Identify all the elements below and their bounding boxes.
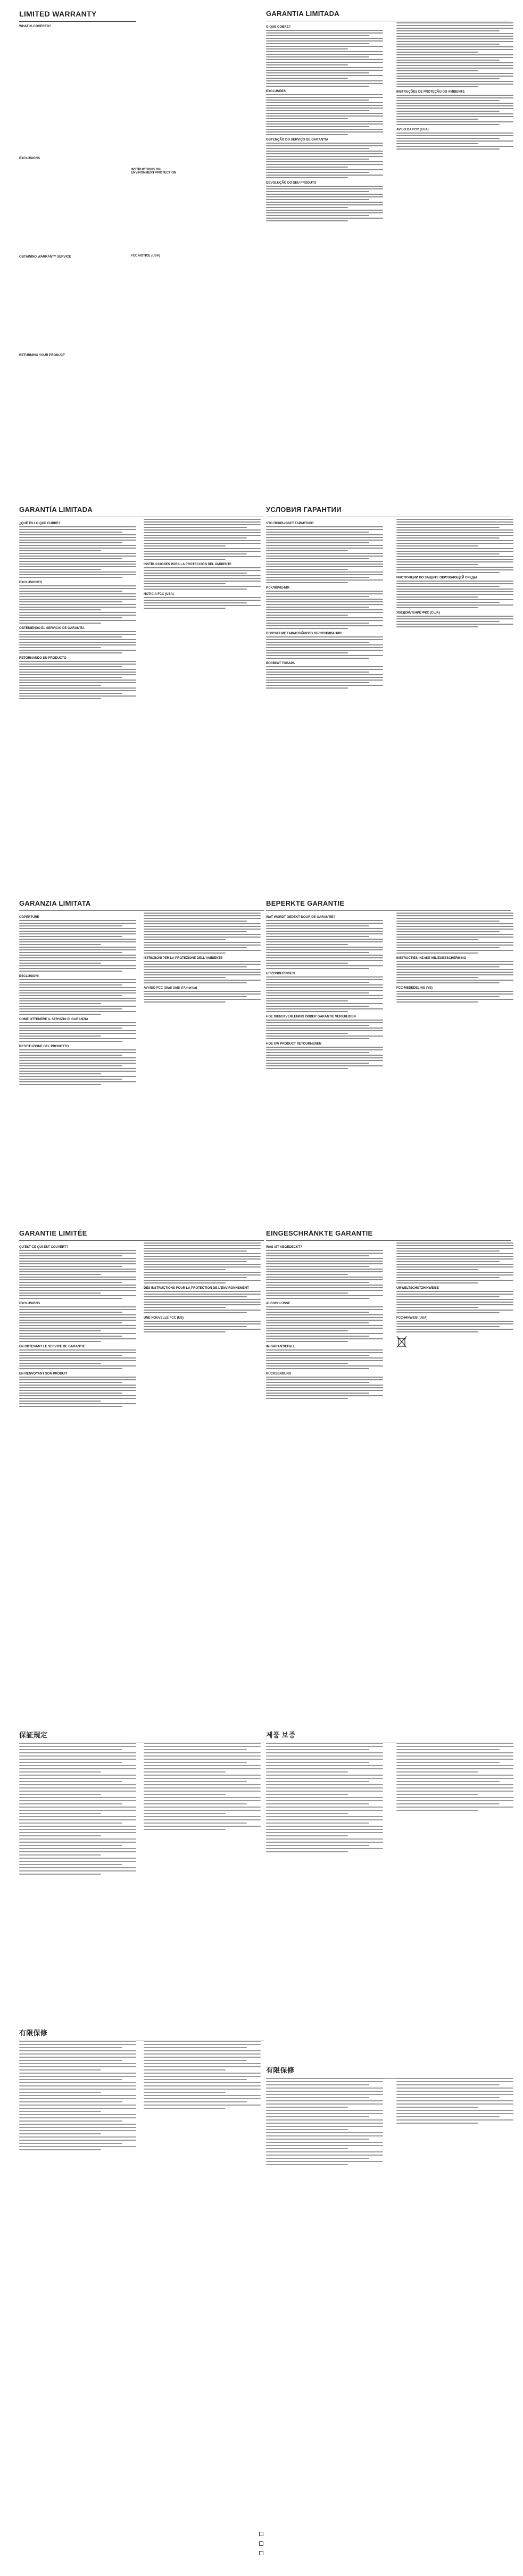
es-col-1 — [19, 519, 136, 701]
nl-body-6 — [396, 961, 513, 983]
it-body-2 — [19, 979, 136, 1015]
de-body-6 — [396, 1291, 513, 1313]
de-divider — [266, 1240, 511, 1241]
nl-body-2 — [266, 976, 383, 1012]
de-heading-env: UMWELTSCHUTZHINWEISE — [396, 1287, 439, 1290]
en-heading-returning: RETURNING YOUR PRODUCT — [19, 354, 65, 357]
es-heading-exclusions: EXCLUSIONES — [19, 581, 43, 584]
es-body-3 — [19, 631, 136, 653]
ru-col-1 — [266, 519, 383, 690]
nl-heading-env: INSTRUCTIES INZAKE MILIEUBESCHERMING — [396, 957, 467, 960]
fr-title: GARANTIE LIMITÉE — [19, 1229, 87, 1237]
ko-title: 제품 보증 — [266, 1731, 296, 1739]
it-body-4 — [19, 1049, 136, 1085]
es-title: GARANTÍA LIMITADA — [19, 506, 93, 513]
de-heading-obtaining: IM GARANTIEFALL — [266, 1345, 295, 1348]
french-section — [19, 1229, 264, 1244]
zt-col-1 — [266, 2078, 383, 2167]
ru-heading-covered: ЧТО ПОКРЫВАЕТ ГАРАНТИЯ? — [266, 522, 314, 525]
jp-body-2 — [144, 1743, 261, 1830]
es-body-6 — [144, 567, 261, 590]
nl-body-5 — [396, 913, 513, 954]
de-heading-fcc: FCC-HINWEIS (USA) — [396, 1316, 428, 1320]
es-body-7 — [144, 597, 261, 609]
ko-body-1 — [266, 1743, 383, 1852]
en-heading-covered: WHAT IS COVERED? — [19, 25, 51, 28]
es-body-2 — [19, 585, 136, 624]
zt-body-1 — [266, 2078, 383, 2165]
pt-body-7 — [396, 132, 513, 150]
fr-body-7 — [144, 1321, 261, 1332]
de-title: EINGESCHRÄNKTE GARANTIE — [266, 1229, 373, 1237]
nl-body-7 — [396, 991, 513, 1003]
weee-bin-svg — [396, 1336, 407, 1348]
german-section — [266, 1229, 511, 1244]
ru-heading-fcc: УВЕДОМЛЕНИЕ ФКС (США) — [396, 611, 440, 615]
ru-heading-returning: ВОЗВРАТ ТОВАРА — [266, 662, 295, 665]
pt-heading-env: INSTRUÇÕES DE PROTEÇÃO DO AMBIENTE — [396, 90, 465, 94]
fr-divider — [19, 1240, 264, 1241]
fr-heading-env: DES INSTRUCTIONS POUR LA PROTECTION DE L'ENVIRONNEMENT — [144, 1287, 249, 1290]
jp-title: 保証規定 — [19, 1731, 48, 1739]
english-section — [19, 10, 136, 29]
dutch-section — [266, 899, 511, 914]
nl-col-1 — [266, 913, 383, 1071]
jp-col-2 — [144, 1743, 261, 1832]
ru-heading-env: ИНСТРУКЦИИ ПО ЗАЩИТЕ ОКРУЖАЮЩЕЙ СРЕДЫ — [396, 576, 477, 579]
es-heading-covered: ¿QUÉ ES LO QUE CUBRE? — [19, 522, 61, 525]
it-heading-fcc: AVVISO FCC (Stati Uniti d'America) — [144, 987, 197, 990]
es-heading-obtaining: OBTENIENDO EL SERVICIO DE GARANTÍA — [19, 627, 85, 630]
de-heading-covered: WAS IST ABGEDECKT? — [266, 1246, 302, 1249]
de-col-1 — [266, 1243, 383, 1401]
pt-heading-obtaining: OBTENÇÃO DO SERVIÇO DE GARANTIA — [266, 138, 328, 142]
es-heading-fcc: NOTICIA FCC (USA) — [144, 593, 174, 596]
pt-col-2 — [396, 22, 513, 151]
pt-body-4 — [266, 186, 383, 221]
it-heading-covered: COPERTURE — [19, 916, 39, 919]
es-body-1 — [19, 526, 136, 578]
fr-heading-covered: QU'EST-CE QUI EST COUVERT? — [19, 1246, 69, 1249]
pt-heading-returning: DEVOLUÇÃO DO SEU PRODUTO — [266, 181, 317, 185]
en-heading-fcc: FCC NOTICE (USA) — [131, 254, 160, 258]
es-heading-returning: RETORNANDO SU PRODUCTO — [19, 657, 67, 660]
it-col-1 — [19, 913, 136, 1087]
it-col-2 — [144, 913, 261, 1004]
footer-checkbox-3 — [259, 2551, 263, 2555]
spanish-section — [19, 506, 264, 520]
ru-body-6 — [396, 581, 513, 608]
fr-body-5 — [144, 1243, 261, 1283]
fr-heading-obtaining: EN OBTENANT LE SERVICE DE GARANTIE — [19, 1345, 85, 1348]
zh-body-2 — [144, 2041, 261, 2109]
fr-body-6 — [144, 1291, 261, 1313]
nl-body-1 — [266, 920, 383, 969]
weee-bin-icon — [396, 1336, 513, 1351]
fr-body-2 — [19, 1306, 136, 1342]
ko-col-2 — [396, 1743, 513, 1813]
de-body-4 — [266, 1377, 383, 1399]
de-body-1 — [266, 1250, 383, 1299]
it-body-7 — [144, 991, 261, 1003]
de-col-2 — [396, 1243, 513, 1351]
fr-body-4 — [19, 1377, 136, 1407]
de-body-3 — [266, 1349, 383, 1369]
es-body-5 — [144, 519, 261, 560]
nl-col-2 — [396, 913, 513, 1004]
en-title-divider — [19, 21, 136, 22]
zt-title: 有限保修 — [266, 2066, 295, 2074]
zh-col-1 — [19, 2041, 136, 2152]
ru-body-4 — [266, 666, 383, 689]
it-body-6 — [144, 961, 261, 983]
ru-col-2 — [396, 519, 513, 629]
it-heading-env: ISTRUZIONI PER LA PROTEZIONE DELL'AMBIENTE — [144, 957, 223, 960]
pt-title: GARANTIA LIMITADA — [266, 10, 339, 18]
pt-heading-covered: O QUE COBRE? — [266, 26, 291, 29]
it-body-1 — [19, 920, 136, 972]
ko-col-1 — [266, 1743, 383, 1854]
zt-col-2 — [396, 2078, 513, 2126]
ru-title: УСЛОВИЯ ГАРАНТИИ — [266, 506, 342, 513]
nl-title: BEPERKTE GARANTIE — [266, 899, 345, 907]
zh-col-2 — [144, 2041, 261, 2111]
pt-heading-fcc: AVISO DA FCC (EUA) — [396, 128, 429, 131]
ru-heading-obtaining: ПОЛУЧЕНИЕ ГАРАНТИЙНОГО ОБСЛУЖИВАНИЯ — [266, 632, 342, 635]
fr-col-1 — [19, 1243, 136, 1409]
ko-body-2 — [396, 1743, 513, 1811]
it-divider — [19, 910, 264, 911]
fr-heading-returning: EN RENVOYANT SON PRODUIT — [19, 1372, 68, 1376]
nl-heading-obtaining: HOE DIENSTVERLENING ONDER GARANTIE VERKRIJGEN — [266, 1015, 356, 1018]
pt-body-5 — [396, 22, 513, 87]
jp-body-1 — [19, 1743, 136, 1875]
es-body-4 — [19, 661, 136, 699]
nl-heading-returning: HOE UW PRODUCT RETOURNEREN — [266, 1042, 321, 1046]
ru-body-5 — [396, 519, 513, 573]
ru-body-2 — [266, 591, 383, 629]
en-heading-exclusions: EXCLUSIONS — [19, 157, 40, 160]
nl-divider — [266, 910, 511, 911]
zt-body-2 — [396, 2078, 513, 2124]
de-heading-returning: RÜCKSENDUNG — [266, 1372, 292, 1376]
pt-body-1 — [266, 30, 383, 87]
de-body-2 — [266, 1306, 383, 1342]
zh-body-1 — [19, 2041, 136, 2150]
it-title: GARANZIA LIMITATA — [19, 899, 91, 907]
zh-title: 有限保修 — [19, 2029, 48, 2037]
ru-heading-exclusions: ИСКЛЮЧЕНИЯ — [266, 586, 289, 590]
pt-body-2 — [266, 94, 383, 135]
pt-body-6 — [396, 95, 513, 125]
fr-body-3 — [19, 1349, 136, 1369]
en-title: LIMITED WARRANTY — [19, 10, 97, 18]
it-heading-returning: RESTITUZIONE DEL PRODOTTO — [19, 1045, 69, 1048]
russian-section — [266, 506, 511, 520]
de-body-7 — [396, 1321, 513, 1332]
jp-col-1 — [19, 1743, 136, 1877]
nl-heading-exclusions: UITZONDERINGEN — [266, 972, 295, 975]
it-body-5 — [144, 913, 261, 954]
nl-body-3 — [266, 1020, 383, 1039]
ru-body-1 — [266, 526, 383, 583]
en-heading-obtaining: OBTAINING WARRANTY SERVICE — [19, 255, 71, 259]
nl-heading-fcc: FCC-MEDEDELING (VS) — [396, 987, 433, 990]
ru-body-3 — [266, 636, 383, 659]
fr-heading-exclusions: EXCLUSIONS — [19, 1302, 40, 1305]
es-col-2 — [144, 519, 261, 610]
it-body-3 — [19, 1022, 136, 1042]
nl-body-4 — [266, 1047, 383, 1069]
en-heading-env: INSTRUCTIONS ON ENVIRONMENT PROTECTION — [131, 168, 177, 175]
es-heading-env: INSTRUCCIONES PARA LA PROTECCIÓN DEL AMBIENTE — [144, 563, 232, 566]
it-heading-exclusions: ESCLUSIONI — [19, 975, 39, 978]
nl-heading-covered: WAT WORDT GEDEKT DOOR DE GARANTIE? — [266, 916, 336, 919]
footer-checkbox-1 — [259, 2532, 263, 2536]
pt-body-3 — [266, 143, 383, 178]
it-heading-obtaining: COME OTTENERE IL SERVIZIO DI GARANZIA — [19, 1018, 88, 1021]
fr-col-2 — [144, 1243, 261, 1334]
de-heading-exclusions: AUSSCHLÜSSE — [266, 1302, 290, 1305]
pt-heading-exclusions: EXCLUSÕES — [266, 90, 286, 93]
pt-col-1 — [266, 22, 383, 223]
fr-body-1 — [19, 1250, 136, 1299]
footer-checkbox-2 — [259, 2541, 263, 2546]
italian-section — [19, 899, 264, 914]
de-body-5 — [396, 1243, 513, 1283]
ru-body-7 — [396, 616, 513, 627]
fr-heading-fcc: UNE NOUVELLE FCC (US) — [144, 1316, 184, 1320]
